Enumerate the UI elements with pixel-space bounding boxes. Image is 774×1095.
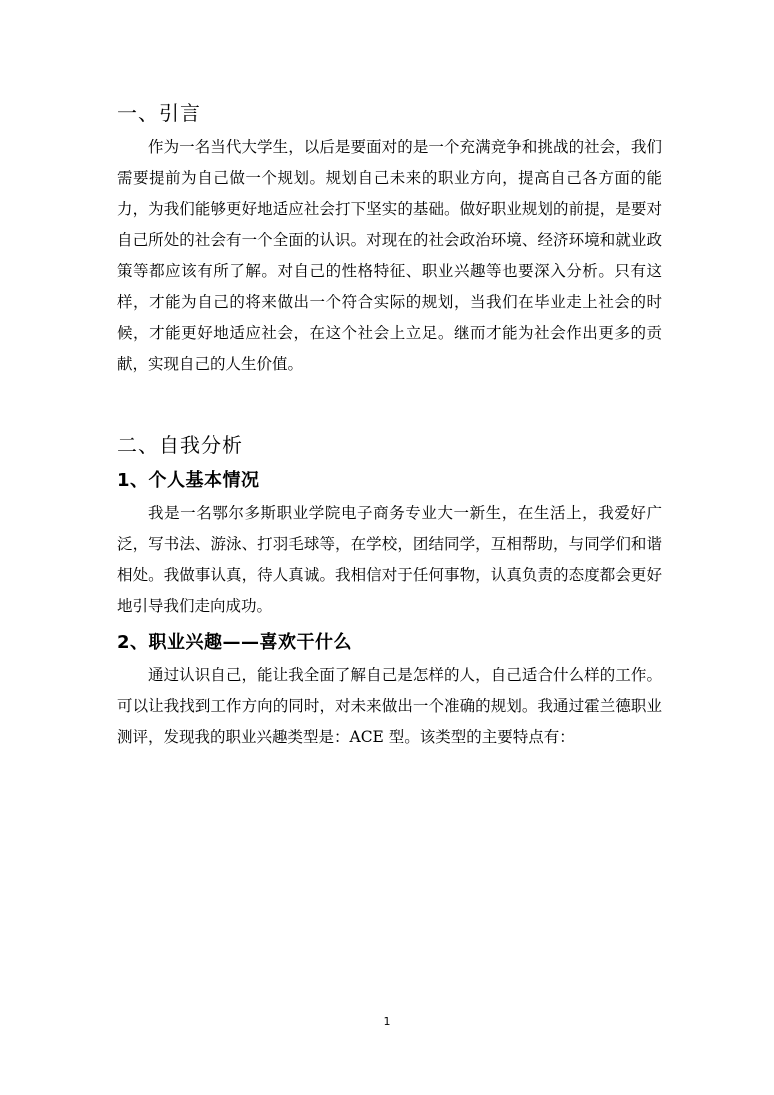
introduction-paragraph: 作为一名当代大学生，以后是要面对的是一个充满竞争和挑战的社会，我们需要提前为自己做一个规划。规划自己未来的职业方向，提高自己各方面的能力，为我们能够更好地适应社会打下坚实的基础。做好职业规划的前提，是要对自己所处的社会有一个全面的认识。对现在的社会政治环境、经济环境和就业政策等都应该有所了解。对自己的性格特征、职业兴趣等也要深入分析。只有这样，才能为自己的将来做出一个符合实际的规划，当我们在毕业走上社会的时候，才能更好地适应社会，在这个社会上立足。继而才能为社会作出更多的贡献，实现自己的人生价值。	[117, 138, 662, 373]
section-heading-introduction: 一、引言	[117, 101, 201, 125]
subsection-heading-personal-info: 1、个人基本情况	[117, 470, 260, 491]
document-body	[117, 96, 662, 753]
page-number: 1	[383, 1015, 391, 1028]
section-heading-self-analysis: 二、自我分析	[117, 433, 243, 457]
career-interest-paragraph: 通过认识自己，能让我全面了解自己是怎样的人，自己适合什么样的工作。可以让我找到工作方向的同时，对未来做出一个准确的规划。我通过霍兰德职业测评，发现我的职业兴趣类型是：ACE 型。该类型的主要特点有：	[117, 666, 662, 746]
subsection-heading-career-interest: 2、职业兴趣——喜欢干什么	[117, 632, 353, 653]
personal-info-paragraph: 我是一名鄂尔多斯职业学院电子商务专业大一新生，在生活上，我爱好广泛，写书法、游泳、打羽毛球等，在学校，团结同学，互相帮助，与同学们和谐相处。我做事认真，待人真诚。我相信对于任何事物，认真负责的态度都会更好地引导我们走向成功。	[117, 504, 662, 615]
